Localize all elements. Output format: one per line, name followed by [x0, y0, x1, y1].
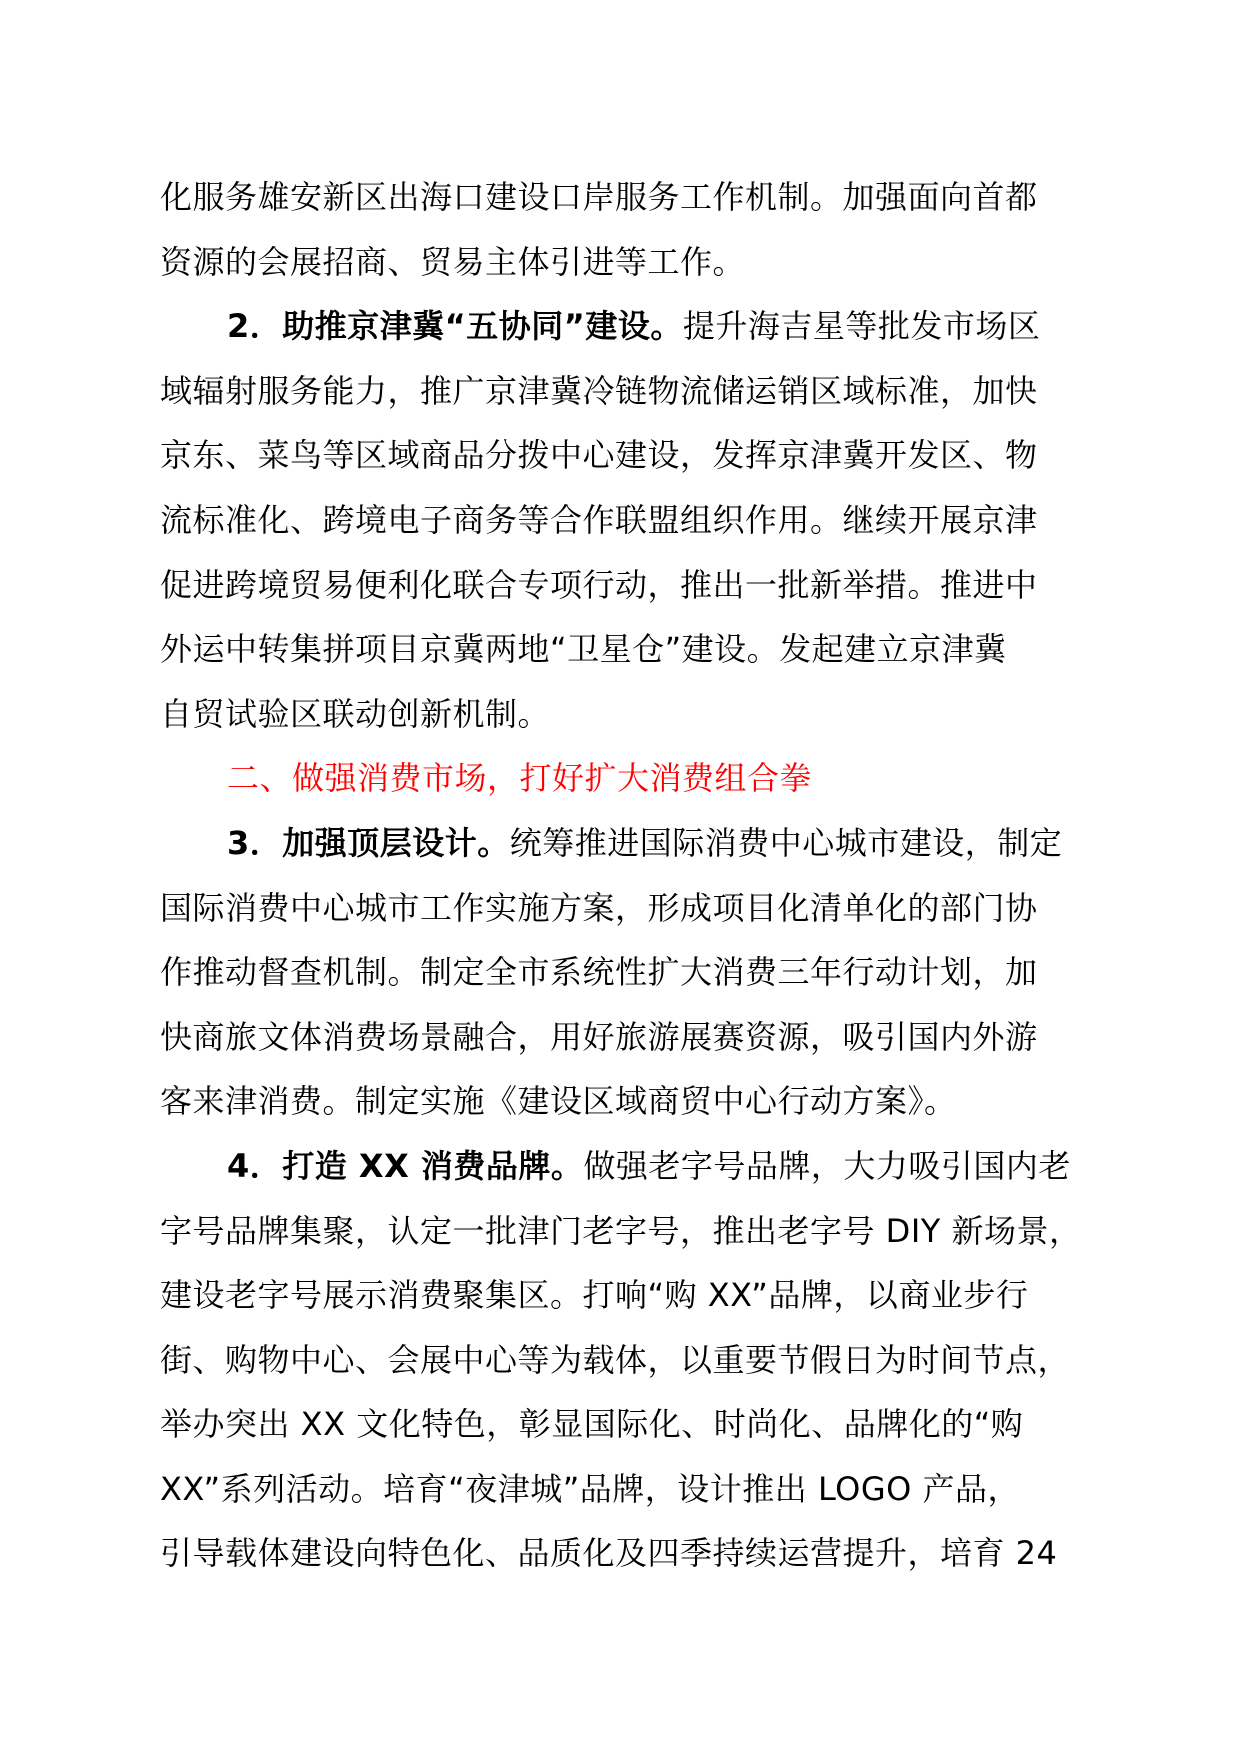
section-heading-text: 二、做强消费市场，打好扩大消费组合拳	[227, 759, 813, 798]
paragraph-first-line	[160, 1134, 1100, 1199]
text-run: 统筹推进国际消费中心城市建设，制定	[509, 823, 1063, 862]
item-heading: 2．助推京津冀“五协同”建设。	[227, 307, 683, 346]
text-line: 国际消费中心城市工作实施方案，形成项目化清单化的部门协	[160, 888, 1038, 927]
text-line: 字号品牌集聚，认定一批津门老字号，推出老字号 DIY 新场景，	[160, 1211, 1082, 1250]
paragraph-item-4	[160, 1134, 1100, 1586]
item-heading: 4．打造 XX 消费品牌。	[227, 1146, 584, 1185]
text-run: 做强老字号品牌，大力吸引国内老	[583, 1146, 1071, 1185]
item-heading: 3．加强顶层设计。	[227, 823, 510, 862]
section-heading	[160, 746, 1100, 811]
text-line: 快商旅文体消费场景融合，用好旅游展赛资源，吸引国内外游	[160, 1017, 1038, 1056]
text-line: 资源的会展招商、贸易主体引进等工作。	[160, 242, 746, 281]
paragraph-item-3	[160, 811, 1100, 1134]
text-line: XX”系列活动。培育“夜津城”品牌，设计推出 LOGO 产品，	[160, 1469, 1020, 1508]
paragraph-first-line	[160, 811, 1100, 876]
text-line: 客来津消费。制定实施《建设区域商贸中心行动方案》。	[160, 1082, 957, 1121]
document-body	[160, 165, 1100, 1586]
text-line: 引导载体建设向特色化、品质化及四季持续运营提升，培育 24	[160, 1534, 1058, 1573]
paragraph-item-2	[160, 294, 1100, 746]
text-line: 化服务雄安新区出海口建设口岸服务工作机制。加强面向首都	[160, 178, 1038, 216]
text-line: 举办突出 XX 文化特色，彰显国际化、时尚化、品牌化的“购	[160, 1405, 1024, 1444]
text-run: 提升海吉星等批发市场区	[682, 307, 1041, 346]
text-line: 流标准化、跨境电子商务等合作联盟组织作用。继续开展京津	[160, 500, 1038, 539]
text-line: 街、购物中心、会展中心等为载体，以重要节假日为时间节点，	[160, 1340, 1071, 1379]
text-line: 外运中转集拼项目京冀两地“卫星仓”建设。发起建立京津冀	[160, 630, 1007, 669]
text-line: 促进跨境贸易便利化联合专项行动，推出一批新举措。推进中	[160, 565, 1038, 604]
paragraph-continuation	[160, 165, 1100, 294]
text-line: 自贸试验区联动创新机制。	[160, 694, 551, 733]
text-line: 建设老字号展示消费聚集区。打响“购 XX”品牌，以商业步行	[160, 1276, 1029, 1315]
paragraph-first-line	[160, 294, 1100, 359]
text-line: 作推动督查机制。制定全市系统性扩大消费三年行动计划，加	[160, 953, 1038, 992]
text-line: 京东、菜鸟等区域商品分拨中心建设，发挥京津冀开发区、物	[160, 436, 1038, 475]
text-line: 域辐射服务能力，推广京津冀冷链物流储运销区域标准，加快	[160, 371, 1038, 410]
